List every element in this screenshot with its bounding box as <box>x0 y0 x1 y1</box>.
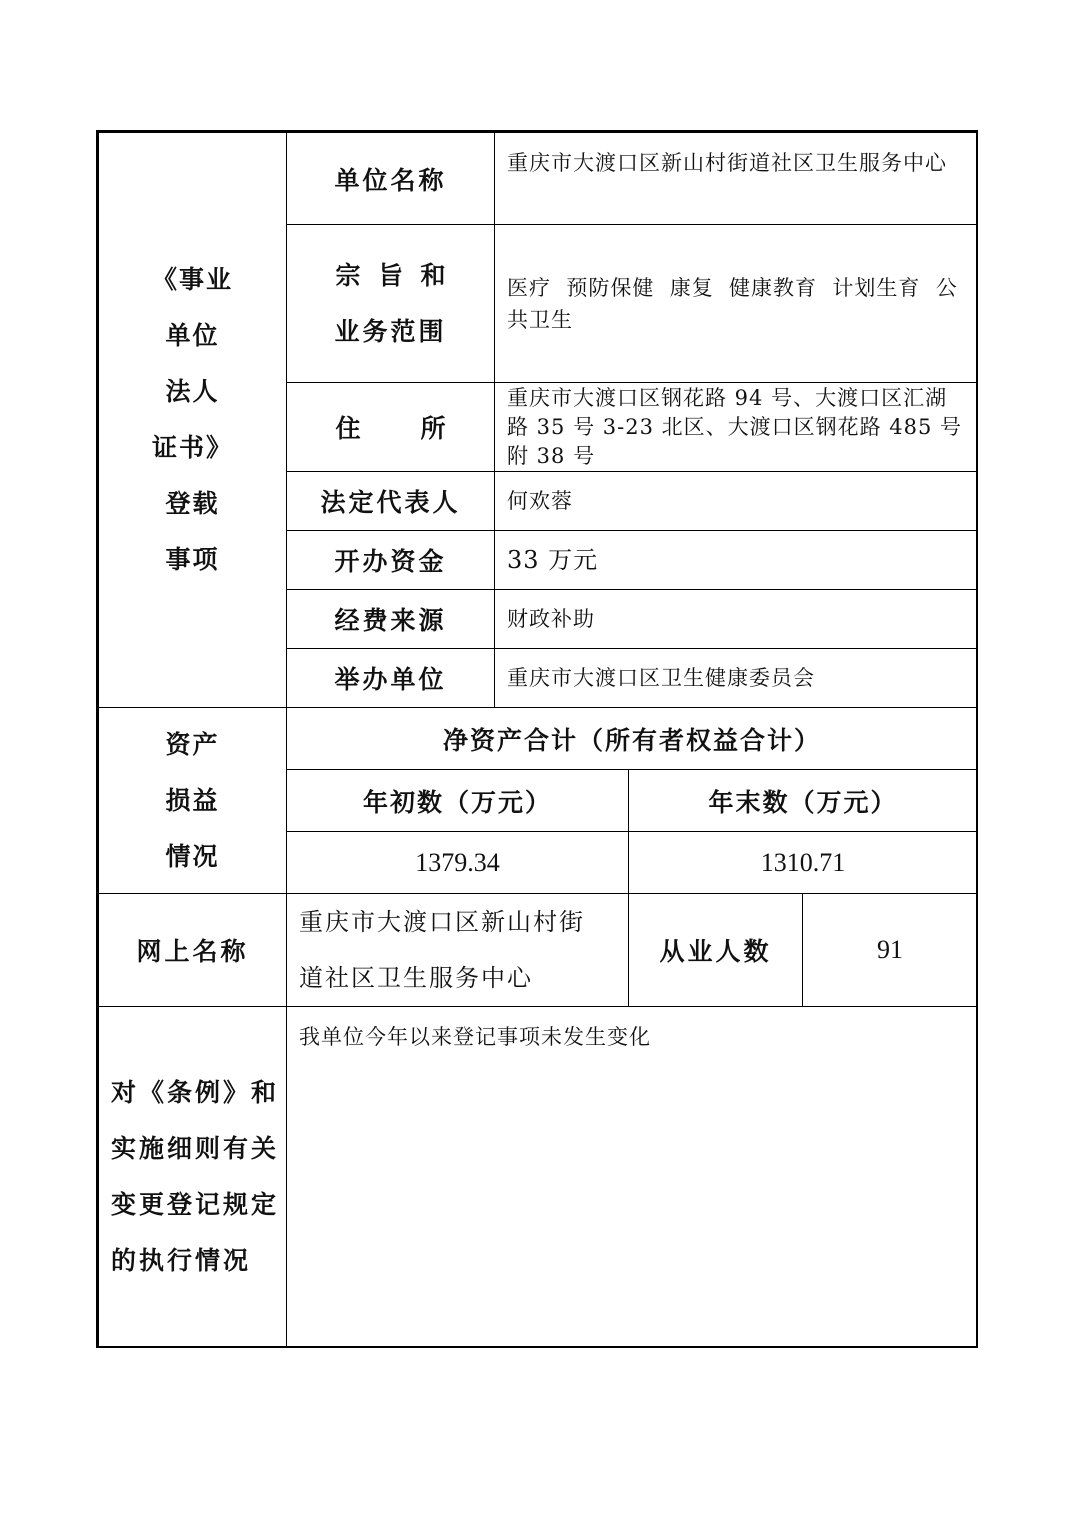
capital-label: 开办资金 <box>334 547 447 576</box>
online-name-value <box>287 894 628 1006</box>
compliance-label <box>99 1007 286 1347</box>
label-line: 法人 <box>165 377 220 406</box>
label-line: 证书》 <box>151 433 233 462</box>
label-char: 所 <box>420 414 446 443</box>
purpose-scope-label <box>287 225 494 382</box>
capital-value: 33 万元 <box>507 546 599 574</box>
label-char: 和 <box>420 260 446 290</box>
funding-label: 经费来源 <box>334 606 447 635</box>
label-line: 事项 <box>165 545 220 574</box>
net-assets-header: 净资产合计（所有者权益合计） <box>442 725 821 755</box>
label-char: 住 <box>335 414 361 443</box>
label-char: 旨 <box>377 260 403 290</box>
label-line: 业务范围 <box>334 316 447 346</box>
unit-name-label: 单位名称 <box>334 165 447 195</box>
value-line: 重庆市大渡口区新山村街 <box>299 908 585 936</box>
begin-year-header: 年初数（万元） <box>362 787 552 817</box>
address-label <box>287 383 494 471</box>
compliance-label-text: 对《条例》和实施细则有关变更登记规定的执行情况 <box>111 1078 280 1275</box>
compliance-value: 我单位今年以来登记事项未发生变化 <box>299 1025 651 1049</box>
label-char: 宗 <box>335 260 361 290</box>
begin-year-value: 1379.34 <box>415 847 500 877</box>
unit-name-value: 重庆市大渡口区新山村街道社区卫生服务中心 <box>507 151 947 175</box>
address-value: 重庆市大渡口区钢花路 94 号、大渡口区汇湖路 35 号 3-23 北区、大渡口区钢花路 485 号附 38 号 <box>507 385 963 468</box>
staff-count-label: 从业人数 <box>659 937 772 966</box>
sponsor-label: 举办单位 <box>334 665 447 694</box>
label-line: 情况 <box>165 841 220 871</box>
legal-rep-value: 何欢蓉 <box>507 489 573 513</box>
staff-count-value: 91 <box>877 935 903 964</box>
end-year-value: 1310.71 <box>760 847 846 877</box>
sponsor-value: 重庆市大渡口区卫生健康委员会 <box>507 666 815 690</box>
funding-value: 财政补助 <box>507 607 595 631</box>
assets-section-label <box>99 708 286 893</box>
end-year-header: 年末数（万元） <box>708 787 898 817</box>
purpose-scope-value: 医疗 预防保健 康复 健康教育 计划生育 公共卫生 <box>507 275 958 332</box>
value-line: 道社区卫生服务中心 <box>299 964 533 992</box>
label-line: 《事业 <box>151 265 233 294</box>
certificate-section-label <box>99 133 286 707</box>
label-line: 资产 <box>165 729 220 759</box>
online-name-label: 网上名称 <box>136 937 249 966</box>
label-line: 单位 <box>165 321 220 350</box>
legal-rep-label: 法定代表人 <box>320 488 461 517</box>
label-line: 登载 <box>165 489 220 518</box>
label-line: 损益 <box>165 785 220 815</box>
